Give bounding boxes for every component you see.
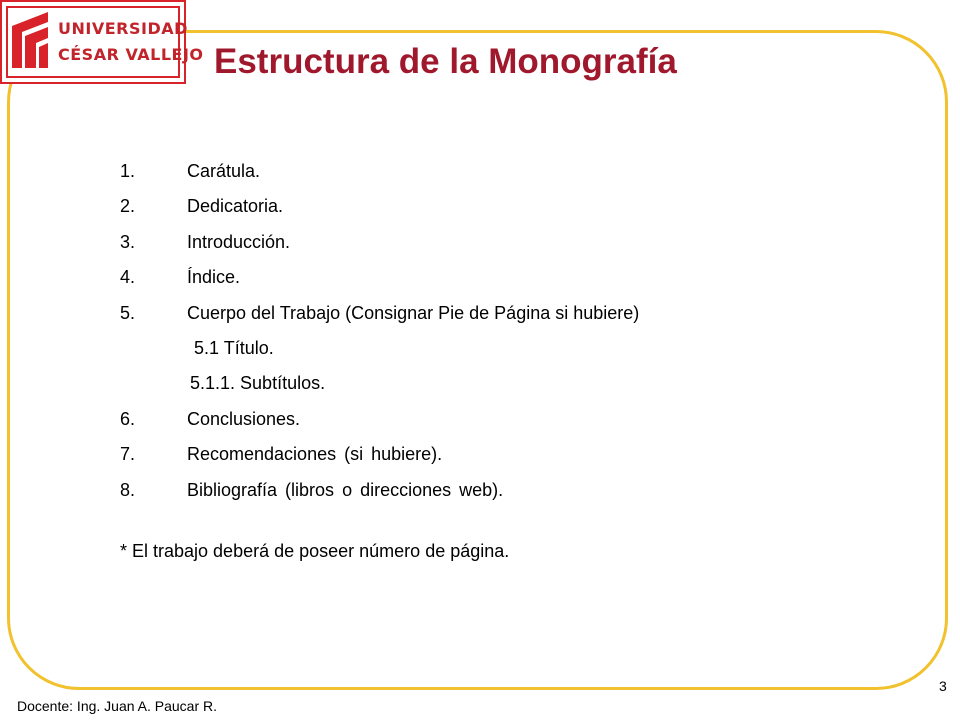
- item-number: 6.: [120, 408, 136, 429]
- item-text: Carátula.: [187, 161, 261, 181]
- logo-line-2: CÉSAR VALLEJO: [58, 45, 204, 64]
- item-text: Recomendaciones (si hubiere).: [187, 444, 443, 465]
- item-text: Bibliografía (libros o direcciones web).: [187, 479, 504, 500]
- logo-text: [58, 16, 204, 68]
- university-logo: [0, 0, 204, 84]
- footer-docente: Docente: Ing. Juan A. Paucar R.: [17, 698, 218, 714]
- item-number: 4.: [120, 267, 136, 288]
- item-text: Índice.: [187, 267, 241, 288]
- item-text: Introducción.: [187, 231, 291, 252]
- item-number: 8.: [120, 479, 136, 500]
- item-text: Dedicatoria.: [187, 196, 284, 217]
- item-text: Conclusiones.: [187, 408, 301, 429]
- page-number: 3: [939, 678, 947, 694]
- ucv-emblem-icon: [12, 12, 50, 68]
- item-number: 5.: [120, 302, 136, 323]
- slide-frame: [7, 30, 948, 690]
- logo-line-1: UNIVERSIDAD: [58, 19, 188, 38]
- page-number-note: * El trabajo deberá de poseer número de página.: [120, 541, 510, 561]
- subitem-text: 5.1 Título.: [194, 337, 274, 358]
- item-number: 2.: [120, 196, 136, 217]
- subsubitem-text: 5.1.1. Subtítulos.: [190, 373, 326, 394]
- item-text: Cuerpo del Trabajo (Consignar Pie de Página si hubiere): [187, 302, 640, 323]
- item-number: 3.: [120, 231, 136, 252]
- item-number: 7.: [120, 444, 136, 465]
- item-number: 1.: [120, 161, 136, 181]
- slide-title: Estructura de la Monografía: [214, 42, 677, 81]
